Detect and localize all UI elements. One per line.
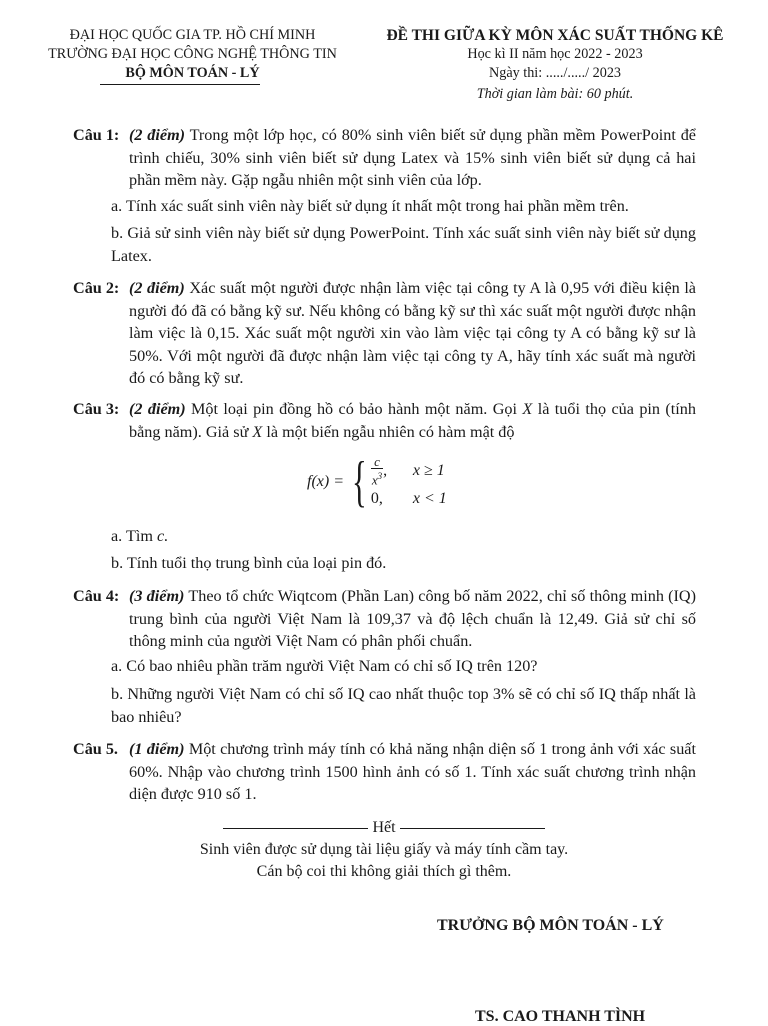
formula-case-1: $\frac{c}{x^3}$ , x ≥ 1	[371, 454, 445, 488]
question-1	[73, 124, 696, 192]
exam-date: Ngày thi: ...../...../ 2023	[488, 65, 622, 81]
variable-x: X	[252, 422, 263, 441]
question-number: Câu 2:	[73, 279, 120, 297]
question-points: (3 điểm)	[129, 587, 185, 605]
question-points: (2 điểm)	[129, 126, 186, 144]
divider-right	[400, 828, 545, 829]
formula-case-2: 0, x < 1	[370, 490, 447, 508]
fraction: $\frac{c}{x^3}$	[371, 454, 383, 488]
question-1-part-a: a. Tính xác suất sinh viên này biết sử dụng ít nhất một trong hai phần mềm trên.	[111, 197, 629, 215]
question-text: Theo tổ chức Wiqtcom (Phần Lan) công bố năm 2022, chỉ số thông minh (IQ) trung bình của người Việt Nam là 109,37 và độ lệch chuẩn là 12,49. Giả sử chỉ số thông minh của người Việt Nam có phân phối chuẩn.	[129, 587, 696, 650]
department-underline	[100, 84, 260, 85]
question-5	[73, 738, 696, 806]
question-4-part-a: a. Có bao nhiêu phần trăm người Việt Nam có chỉ số IQ trên 120?	[111, 657, 538, 675]
question-number: Câu 4:	[73, 587, 120, 605]
formula-lhs: f(x) =	[307, 472, 344, 490]
question-4-part-b: b. Những người Việt Nam có chỉ số IQ cao nhất thuộc top 3% sẽ có chỉ số IQ thấp nhất là bao nhiêu?	[111, 685, 696, 726]
question-4	[73, 585, 696, 653]
variable-x: X	[522, 400, 533, 418]
question-1-part-b: b. Giả sử sinh viên này biết sử dụng PowerPoint. Tính xác suất sinh viên này biết sử dụng Latex.	[111, 224, 696, 265]
question-text: Một loại pin đồng hồ có bảo hành một năm. Gọi	[185, 400, 523, 418]
signature-name: TS. CAO THANH TÌNH	[475, 1008, 646, 1025]
question-3-part-a: a. Tìm c.	[111, 527, 169, 545]
question-text: Một chương trình máy tính có khả năng nhận diện số 1 trong ảnh với xác suất 60%. Nhập vào chương trình 1500 hình ảnh có số 1. Tính xác suất chương trình nhận diện được 910 số 1.	[129, 740, 696, 803]
end-label: Hết	[372, 819, 396, 836]
signature-title: TRƯỞNG BỘ MÔN TOÁN - LÝ	[437, 917, 664, 934]
institution-header	[20, 26, 365, 85]
footer-note-1: Sinh viên được sử dụng tài liệu giấy và máy tính cầm tay.	[199, 841, 569, 858]
question-points: (2 điểm)	[129, 400, 186, 418]
exam-title: ĐỀ THI GIỮA KỲ MÔN XÁC SUẤT THỐNG KÊ	[386, 27, 724, 44]
question-number: Câu 3:	[73, 400, 120, 418]
question-points: (2 điểm)	[129, 279, 185, 297]
question-points: (1 điểm)	[129, 740, 185, 758]
school-name: TRƯỜNG ĐẠI HỌC CÔNG NGHỆ THÔNG TIN	[48, 46, 337, 62]
question-2	[73, 277, 696, 390]
question-3-part-b: b. Tính tuổi thọ trung bình của loại pin đó.	[111, 554, 387, 572]
question-number: Câu 5.	[73, 740, 118, 758]
brace-icon: {	[352, 450, 367, 513]
question-text: Trong một lớp học, có 80% sinh viên biết sử dụng phần mềm PowerPoint để trình chiếu, 30% sinh viên biết sử dụng Latex và 15% sinh viên biết sử dụng cả hai phần mềm này. Gặp ngẫu nhiên một sinh viên của lớp.	[129, 126, 696, 189]
department-name: BỘ MÔN TOÁN - LÝ	[125, 65, 260, 81]
question-3: Câu 3: (2 điểm) Một loại pin đồng hồ có bảo hành một năm. Gọi X là tuổi thọ của pin (tính bằng năm). Giả sử X là một biến ngẫu nhiên có hàm mật độ	[73, 400, 696, 441]
question-text: Xác suất một người được nhận làm việc tại công ty A là 0,95 với điều kiện là người đó đã có bằng kỹ sư. Nếu không có bằng kỹ sư thì xác suất một người được nhận làm việc là 0,15. Xác suất một người xin vào làm việc tại công ty A có bằng kỹ sư là 50%. Với một người đã được nhận làm việc tại công ty A, hãy tính xác suất mà người đó có bằng kỹ sư.	[129, 279, 696, 387]
exam-semester: Học kì II năm học 2022 - 2023	[467, 46, 643, 62]
exam-header	[380, 26, 730, 104]
density-formula	[307, 450, 447, 513]
divider-left	[223, 828, 368, 829]
end-marker	[0, 817, 768, 839]
exam-duration: Thời gian làm bài: 60 phút.	[476, 86, 634, 102]
footer-note-2: Cán bộ coi thi không giải thích gì thêm.	[256, 863, 512, 880]
university-name: ĐẠI HỌC QUỐC GIA TP. HỒ CHÍ MINH	[69, 27, 316, 43]
question-number: Câu 1:	[73, 126, 120, 144]
